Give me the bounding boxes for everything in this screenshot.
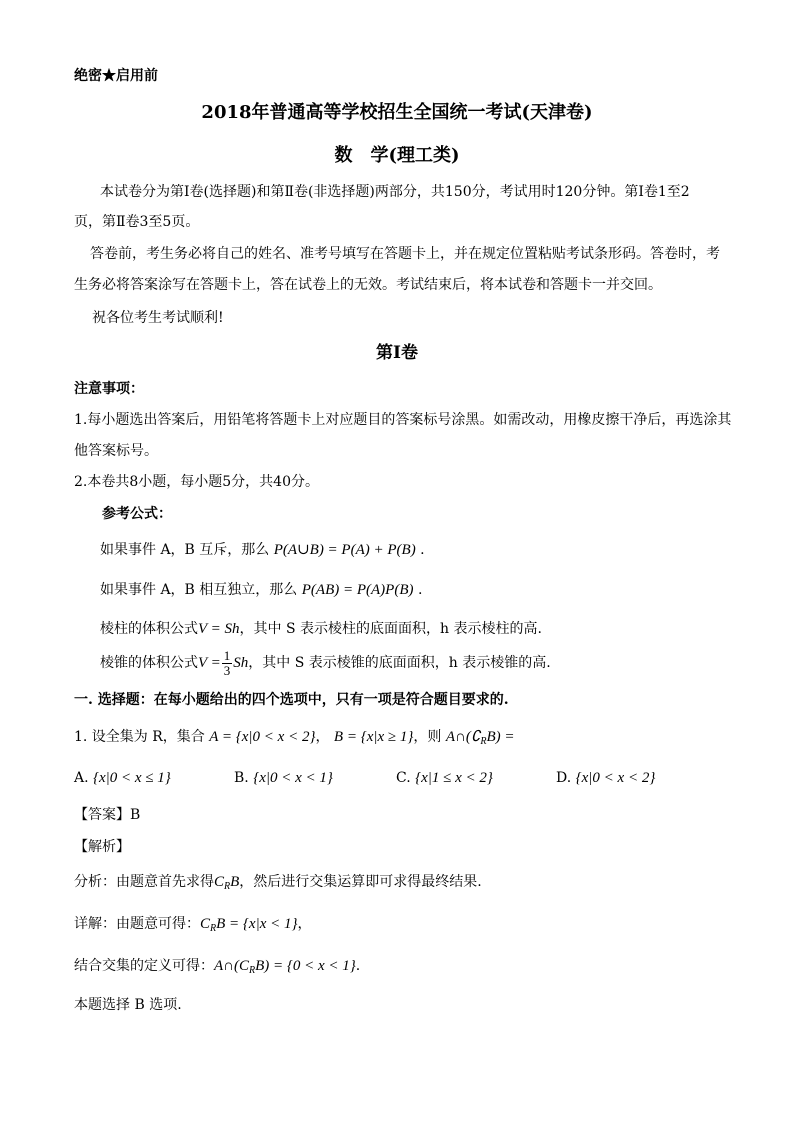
option-c: C. {x|1 ≤ x < 2} [396, 770, 493, 786]
confidential-mark: 绝密★启用前 [74, 68, 158, 84]
formula-text: 如果事件 A，B 相互独立，那么 [100, 582, 298, 598]
section-title: 第Ⅰ卷 [376, 343, 418, 363]
analysis-conclusion: 本题选择 B 选项. [74, 997, 182, 1013]
formula-desc: ，其中 S 表示棱柱的底面面积，h 表示棱柱的高. [239, 621, 542, 637]
analysis-line-1: 分析：由题意首先求得$C_RB$，然后进行交集运算即可求得最终结果. [74, 874, 482, 892]
analysis-line-3: 结合交集的定义可得：$A\cap(C_RB) = \{0 < x < 1\}$. [74, 958, 361, 976]
intro-paragraph-1: 本试卷分为第Ⅰ卷(选择题)和第Ⅱ卷(非选择题)两部分，共150分，考试用时120分钟。第Ⅰ卷1至2 [100, 184, 690, 200]
notice-item-2: 2.本卷共8小题，每小题5分，共40分。 [74, 474, 319, 490]
formula-title: 参考公式： [102, 506, 172, 522]
set-a: A = {x|0 < x < 2} [209, 729, 316, 745]
question-expression: $A\cap(∁_RB)$ = [445, 729, 515, 747]
good-luck-text: 祝各位考生考试顺利! [92, 310, 224, 326]
fraction-numerator: 1 [223, 647, 231, 663]
formula-text: 棱柱的体积公式 [100, 621, 198, 637]
formula-math: Sh [233, 655, 249, 671]
exam-subject: 数 学(理工类) [334, 145, 460, 166]
exam-title: 2018年普通高等学校招生全国统一考试(天津卷) [201, 102, 593, 123]
notice-title: 注意事项： [74, 381, 144, 397]
formula-exclusive: 如果事件 A，B 互斥，那么 P(A∪B) = P(A) + P(B) . [100, 542, 425, 558]
intro-paragraph-2-cont: 生务必将答案涂写在答题卡上，答在试卷上的无效。考试结束后，将本试卷和答题卡一并交回。 [74, 277, 662, 293]
set-b: B = {x|x ≥ 1} [333, 729, 414, 745]
part-title: 一. 选择题：在每小题给出的四个选项中，只有一项是符合题目要求的. [74, 692, 509, 708]
fraction-denominator: 3 [223, 662, 231, 678]
formula-desc: ，其中 S 表示棱锥的底面面积，h 表示棱锥的高. [248, 655, 551, 671]
notice-item-1-cont: 他答案标号。 [74, 443, 158, 459]
formula-independent: 如果事件 A，B 相互独立，那么 P(AB) = P(A)P(B) . [100, 582, 423, 598]
analysis-line-2: 详解：由题意可得：$C_RB = \{x|x < 1\}$， [74, 916, 312, 934]
option-a: A. {x|0 < x ≤ 1} [74, 770, 171, 786]
option-b: B. {x|0 < x < 1} [234, 770, 333, 786]
formula-text: 棱锥的体积公式 [100, 655, 198, 671]
option-d: D. {x|0 < x < 2} [556, 770, 656, 786]
intro-paragraph-2: 答卷前，考生务必将自己的姓名、准考号填写在答题卡上，并在规定位置粘贴考试条形码。答卷时，考 [90, 246, 720, 262]
formula-math: V = Sh [198, 621, 240, 637]
formula-prism-volume [100, 619, 542, 639]
notice-item-1: 1.每小题选出答案后，用铅笔将答题卡上对应题目的答案标号涂黑。如需改动，用橡皮擦干净后，再选涂其 [74, 412, 732, 428]
analysis-label: 【解析】 [74, 839, 130, 855]
formula-pyramid-volume [100, 647, 551, 679]
formula-text: 如果事件 A，B 互斥，那么 [100, 542, 270, 558]
intro-paragraph-1-cont: 页，第Ⅱ卷3至5页。 [74, 214, 200, 230]
question-1-stem: 1. 设全集为 R，集合 A = {x|0 < x < 2}， B = {x|x ≥ 1}，则 $A\cap(∁_RB)$ = [74, 729, 515, 747]
formula-math: V = [198, 655, 221, 671]
answer-label: 【答案】B [74, 807, 141, 823]
formula-math: P(AB) = P(A)P(B) [301, 582, 414, 598]
fraction [222, 649, 233, 678]
formula-math: P(A∪B) = P(A) + P(B) [273, 542, 416, 558]
